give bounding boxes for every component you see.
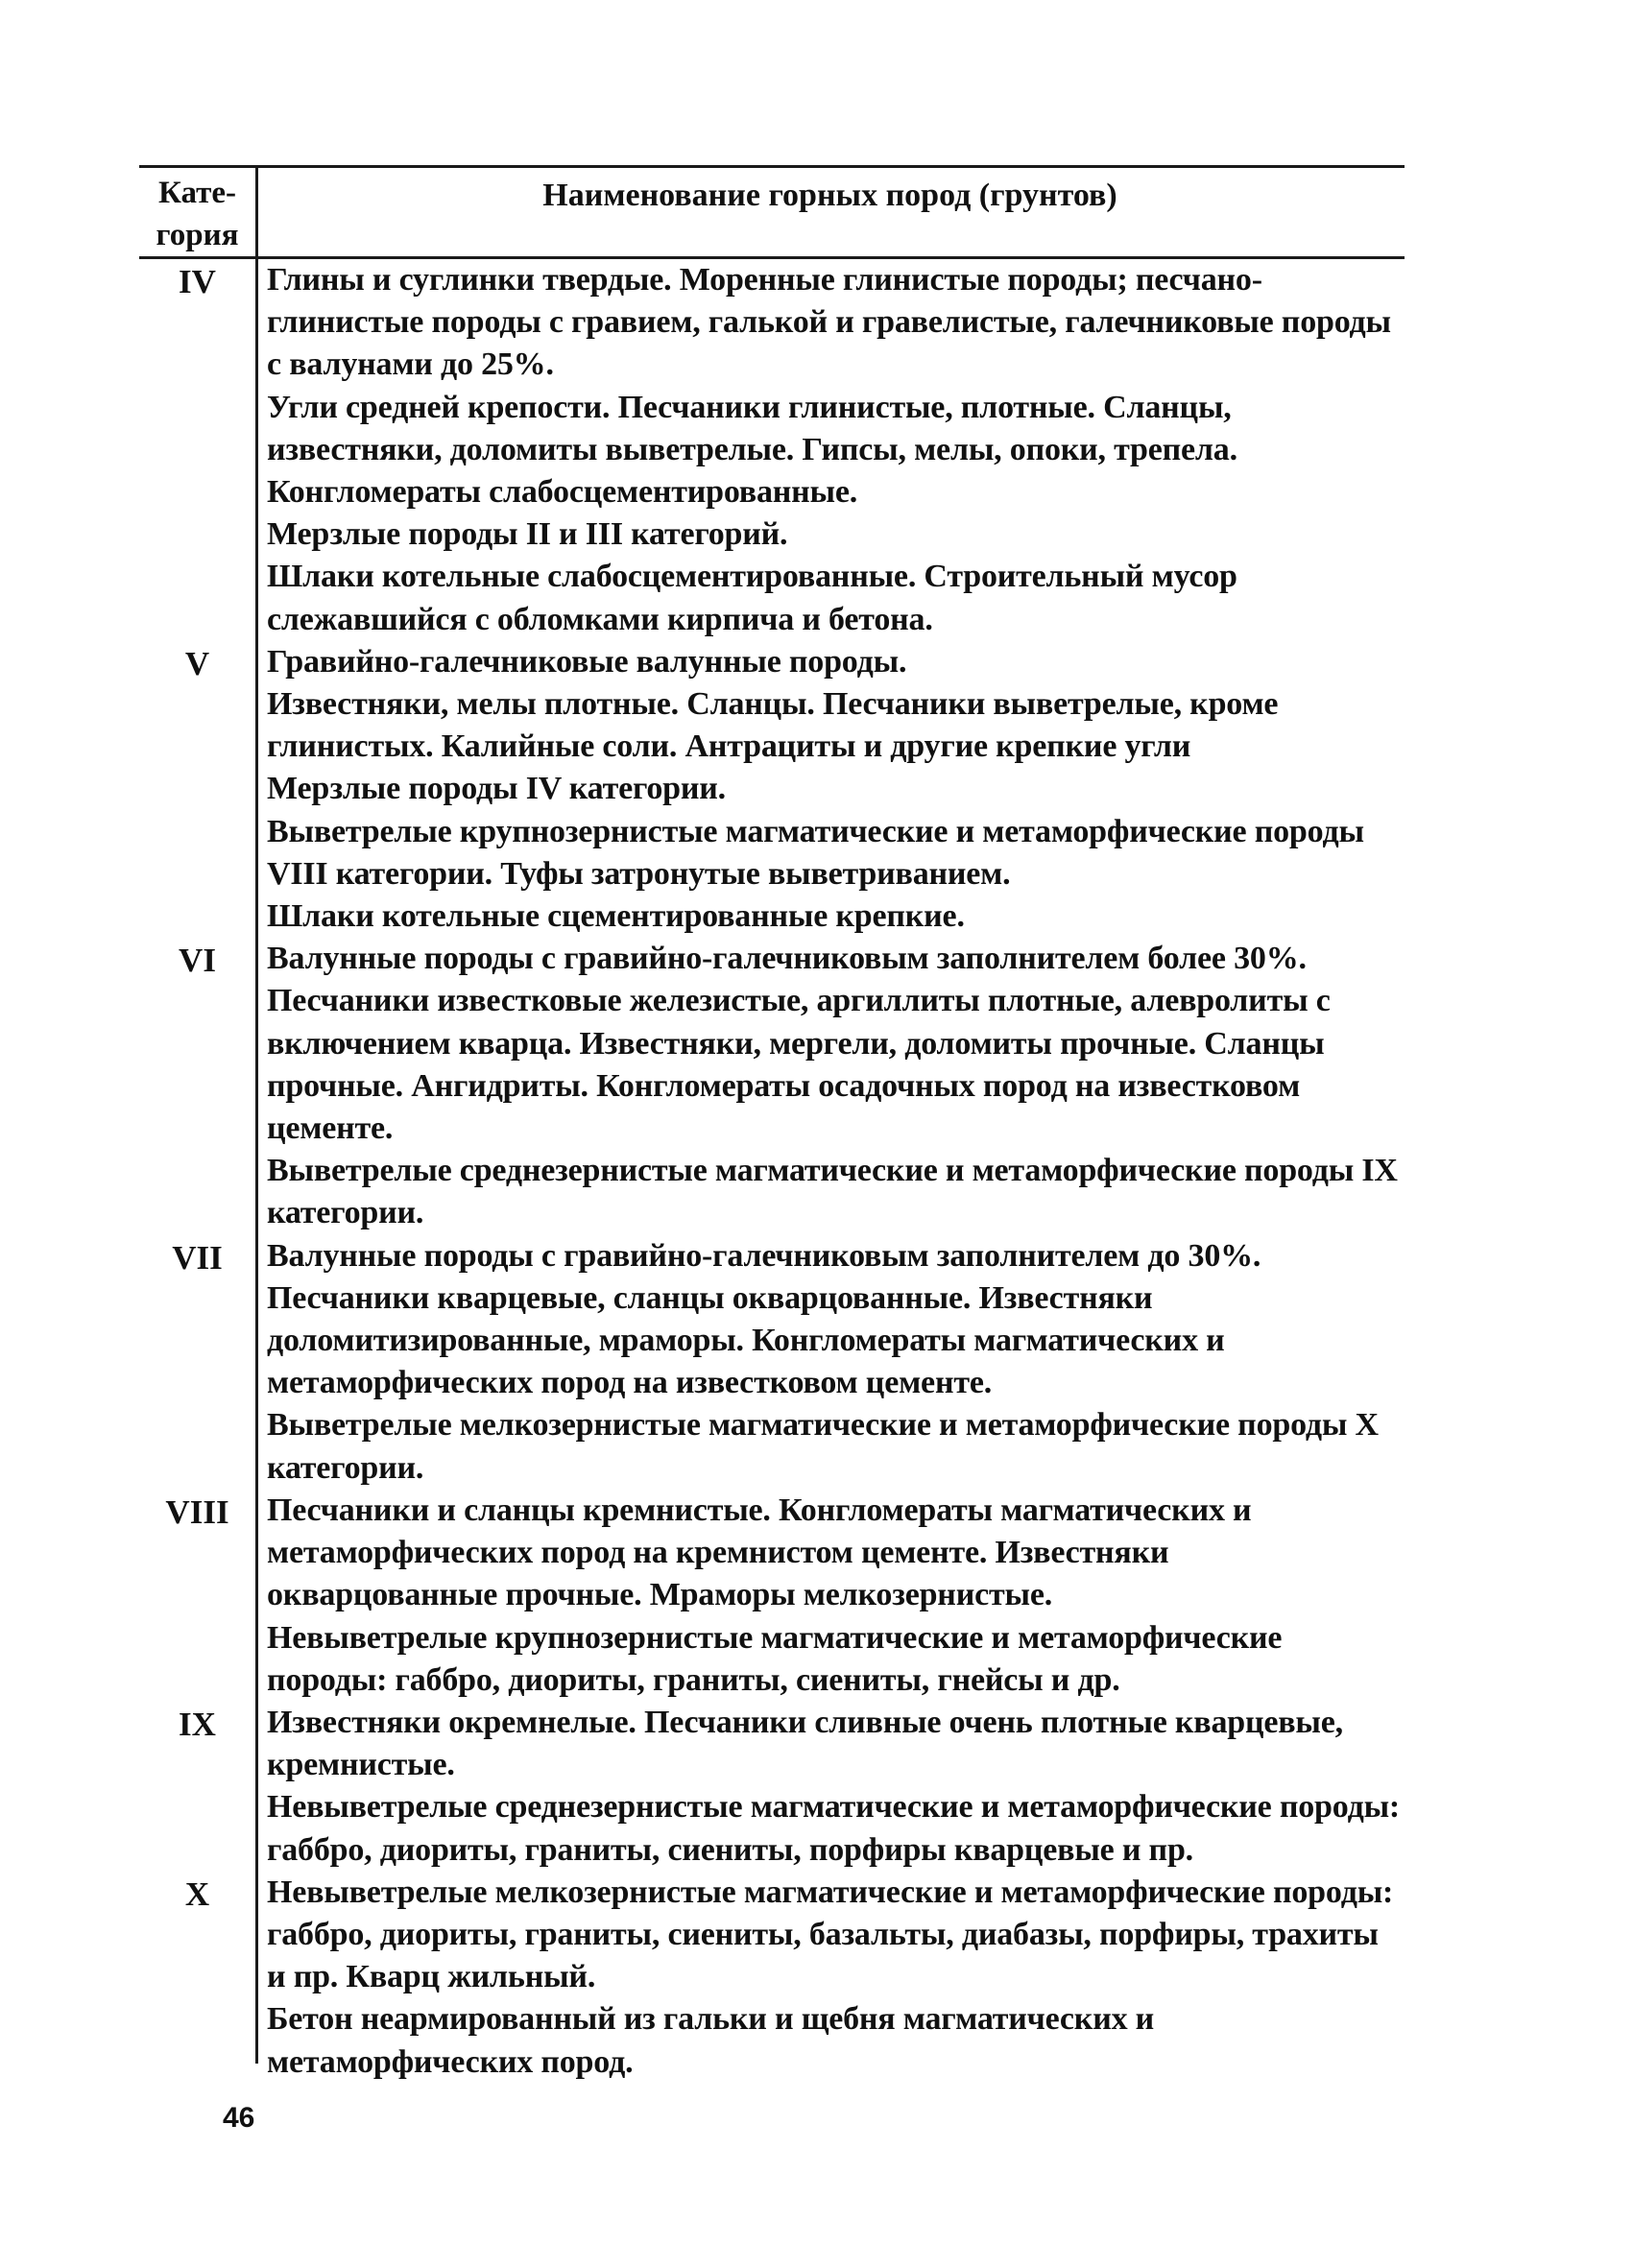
- category-cell: X: [184, 1874, 210, 1913]
- rock-description-paragraph: Известняки окремнелые. Песчаники сливные очень плотные кварцевые, кремнистые.: [267, 1704, 1343, 1783]
- table-row: [139, 641, 1405, 938]
- rock-description-cell: [255, 259, 1405, 641]
- rock-description-paragraph: Гравийно-галечниковые валунные породы.: [267, 643, 907, 680]
- rock-description-cell: [255, 1235, 1405, 1490]
- page-number: 46: [223, 2102, 255, 2134]
- rock-description-paragraph: Бетон неармированный из гальки и щебня магматических и метаморфических пород.: [267, 2001, 1155, 2080]
- category-cell: VII: [172, 1238, 223, 1277]
- rock-description-paragraph: Выветрелые среднезернистые магматические и метаморфические породы IX категории.: [267, 1153, 1398, 1231]
- table-row: [139, 259, 1405, 641]
- rock-description-cell: [255, 1872, 1405, 2084]
- rock-description-paragraph: Выветрелые крупнозернистые магматические и метаморфические породы VIII категории. Туфы затронутые выветриванием.: [267, 813, 1364, 892]
- table-header: [139, 168, 1405, 259]
- header-rock-name: Наименование горных пород (грунтов): [542, 178, 1117, 213]
- rock-description-paragraph: Валунные породы с гравийно-галечниковым заполнителем до 30%.: [267, 1237, 1261, 1274]
- category-cell: IX: [179, 1705, 216, 1743]
- rock-category-table: [139, 165, 1405, 2084]
- rock-description-paragraph: Невыветрелые среднезернистые магматические и метаморфические породы: габбро, диориты, граниты, сиениты, порфиры кварцевые и пр.: [267, 1789, 1401, 1868]
- rock-description-paragraph: Глины и суглинки твердые. Моренные глинистые породы; песчано-глинистые породы с гравием, галькой и гравелистые, галечниковые породы с валунами до 25%.: [267, 262, 1391, 383]
- rock-description-paragraph: Песчаники известковые железистые, аргиллиты плотные, алевролиты с включением кварца. Известняки, мергели, доломиты прочные. Сланцы прочные. Ангидриты. Конгломераты осадочных пород на известковом цементе.: [267, 983, 1331, 1147]
- rock-description-paragraph: Валунные породы с гравийно-галечниковым заполнителем более 30%.: [267, 941, 1307, 977]
- rock-description-paragraph: Мерзлые породы IV категории.: [267, 771, 726, 807]
- table-body: [139, 259, 1405, 2084]
- category-cell: VI: [179, 942, 216, 980]
- rock-description-paragraph: Мерзлые породы II и III категорий.: [267, 516, 788, 553]
- header-category: [139, 168, 255, 256]
- rock-description-paragraph: Песчаники кварцевые, сланцы окварцованные. Известняки доломитизированные, мраморы. Конгломераты магматических и метаморфических пород на известковом цементе.: [267, 1279, 1225, 1401]
- column-divider: [255, 168, 258, 2064]
- rock-description-paragraph: Невыветрелые крупнозернистые магматические и метаморфические породы: габбро, диориты, граниты, сиениты, гнейсы и др.: [267, 1619, 1283, 1698]
- table-row: [139, 1702, 1405, 1872]
- header-category-line2: гория: [156, 218, 239, 252]
- rock-description-paragraph: Шлаки котельные слабосцементированные. Строительный мусор слежавшийся с обломками кирпича и бетона.: [267, 559, 1237, 637]
- rock-description-paragraph: Выветрелые мелкозернистые магматические и метаморфические породы X категории.: [267, 1407, 1379, 1486]
- rock-description-paragraph: Известняки, мелы плотные. Сланцы. Песчаники выветрелые, кроме глинистых. Калийные соли. Антрациты и другие крепкие угли: [267, 686, 1279, 765]
- category-cell: IV: [179, 263, 216, 300]
- rock-description-paragraph: Шлаки котельные сцементированные крепкие.: [267, 898, 965, 935]
- table-row: [139, 1872, 1405, 2084]
- rock-description-cell: [255, 938, 1405, 1234]
- rock-description-cell: [255, 1490, 1405, 1702]
- rock-description-paragraph: Угли средней крепости. Песчаники глинистые, плотные. Сланцы, известняки, доломиты выветрелые. Гипсы, мелы, опоки, трепела. Конгломераты слабосцементированные.: [267, 389, 1237, 511]
- header-category-line1: Кате-: [158, 176, 236, 210]
- rock-description-cell: [255, 641, 1405, 938]
- category-cell: VIII: [165, 1492, 229, 1531]
- rock-description-paragraph: Невыветрелые мелкозернистые магматические и метаморфические породы: габбро, диориты, граниты, сиениты, базальты, диабазы, порфиры, трахиты и пр. Кварц жильный.: [267, 1874, 1394, 1995]
- table-row: [139, 1235, 1405, 1490]
- category-cell: V: [184, 644, 210, 682]
- rock-description-paragraph: Песчаники и сланцы кремнистые. Конгломераты магматических и метаморфических пород на кремнистом цементе. Известняки окварцованные прочные. Мраморы мелкозернистые.: [267, 1492, 1252, 1613]
- rock-description-cell: [255, 1702, 1405, 1872]
- table-row: [139, 938, 1405, 1234]
- table-row: [139, 1490, 1405, 1702]
